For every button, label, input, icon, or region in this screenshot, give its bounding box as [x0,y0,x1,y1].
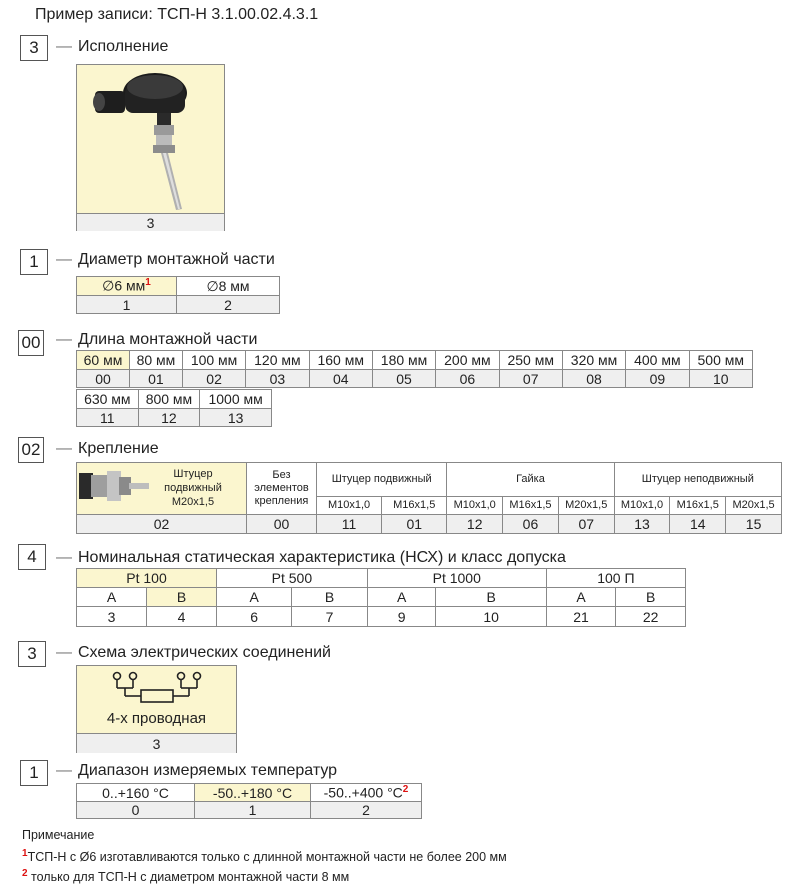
execution-option-code: 3 [77,213,224,231]
length-option-630[interactable]: 630 мм [77,390,139,409]
length-table-row2 [76,389,272,427]
length-code: 00 [18,330,44,356]
execution-photo-cell[interactable] [76,64,225,231]
diameter-title: — Диаметр монтажной части [56,251,275,268]
range-code-2: 2 [311,802,422,819]
range-code-1: 1 [195,802,311,819]
length-code-03: 03 [246,370,309,388]
range-option-50-400[interactable]: -50..+400 $^\circ C^2$ [311,784,422,802]
execution-title: — Исполнение [56,38,169,55]
mount-option-movable-m10[interactable]: М10х1,0 [317,497,382,515]
mount-option-nut-m20[interactable]: М20х1,5 [558,497,614,515]
mount-group-fixed: Штуцер неподвижный [614,463,781,497]
wiring-diagram-icon [77,666,236,712]
mount-code-13: 13 [614,515,670,534]
range-option-0-160[interactable]: 0..+160 °C [77,784,195,802]
nsx-code-4: 4 [147,607,217,627]
length-code-05: 05 [372,370,435,388]
mount-code-15: 15 [726,515,782,534]
notes-heading: Примечание [22,828,95,842]
mount-code-06: 06 [503,515,559,534]
length-option-800[interactable]: 800 мм [138,390,200,409]
mount-code-14: 14 [670,515,726,534]
diameter-option-6mm[interactable]: ∅6 $мм^1$ [77,277,177,296]
mount-code-02: 02 [77,515,247,534]
length-option-200[interactable]: 200 мм [436,351,499,370]
nsx-pt1000-b[interactable]: B [436,588,546,607]
mount-table [76,462,782,534]
diameter-code-2: 2 [177,296,280,314]
nsx-group-pt500: Pt 500 [217,569,368,588]
nsx-group-pt100: Pt 100 [77,569,217,588]
mount-code: 02 [18,437,44,463]
diameter-code-1: 1 [77,296,177,314]
length-code-13: 13 [200,409,272,427]
mount-group-movable: Штуцер подвижный [317,463,447,497]
nsx-100p-a[interactable]: A [546,588,616,607]
scheme-title: — Схема электрических соединений [56,644,331,661]
fitting-photo [79,465,149,513]
nsx-code: 4 [18,544,46,570]
length-option-120[interactable]: 120 мм [246,351,309,370]
range-option-50-180[interactable]: -50..+180 °C [195,784,311,802]
length-code-06: 06 [436,370,499,388]
length-code-11: 11 [77,409,139,427]
note-1: $^1$ТСП-Н с Ø6 изготавливаются только с длинной монтажной части не более 200 мм [22,848,507,865]
nsx-code-22: 22 [616,607,686,627]
length-code-07: 07 [499,370,562,388]
nsx-pt500-a[interactable]: A [217,588,292,607]
mount-group-nut: Гайка [447,463,614,497]
mount-code-11: 11 [317,515,382,534]
diameter-option-8mm[interactable]: ∅8 мм [177,277,280,296]
thermometer-photo [77,65,224,213]
range-title: — Диапазон измеряемых температур [56,762,338,779]
length-option-160[interactable]: 160 мм [309,351,372,370]
length-option-250[interactable]: 250 мм [499,351,562,370]
scheme-code: 3 [18,641,46,667]
nsx-code-3: 3 [77,607,147,627]
mount-option-movable-m16[interactable]: М16х1,5 [382,497,447,515]
nsx-code-21: 21 [546,607,616,627]
length-table-row1 [76,350,753,388]
diameter-table [76,276,280,314]
note-2: $^2$ только для ТСП-Н с диаметром монтажной части 8 мм [22,868,350,885]
example-title: Пример записи: ТСП-Н 3.1.00.02.4.3.1 [35,6,319,23]
mount-option-none[interactable]: Без элементов крепления [247,463,317,515]
length-option-60[interactable]: 60 мм [77,351,130,370]
mount-movable-m20-label: Штуцер подвижный М20х1,5 [164,468,222,508]
mount-option-fixed-m10[interactable]: М10х1,0 [614,497,670,515]
mount-option-fixed-m16[interactable]: М16х1,5 [670,497,726,515]
length-option-100[interactable]: 100 мм [182,351,245,370]
nsx-code-7: 7 [292,607,367,627]
mount-code-07: 07 [558,515,614,534]
scheme-option-4wire[interactable] [76,665,237,753]
nsx-table [76,568,686,627]
nsx-code-6: 6 [217,607,292,627]
length-option-180[interactable]: 180 мм [372,351,435,370]
nsx-pt100-b[interactable]: B [147,588,217,607]
length-code-10: 10 [689,370,752,388]
nsx-group-100p: 100 П [546,569,685,588]
length-code-00: 00 [77,370,130,388]
nsx-pt100-a[interactable]: A [77,588,147,607]
length-option-400[interactable]: 400 мм [626,351,689,370]
nsx-100p-b[interactable]: B [616,588,686,607]
scheme-option-label: 4-х проводная [106,710,207,727]
length-option-320[interactable]: 320 мм [562,351,625,370]
length-code-02: 02 [182,370,245,388]
mount-code-00: 00 [247,515,317,534]
diameter-code: 1 [20,249,48,275]
range-code-0: 0 [77,802,195,819]
nsx-pt1000-a[interactable]: A [367,588,436,607]
mount-option-movable-m20[interactable] [77,463,247,515]
length-title: — Длина монтажной части [56,331,258,348]
length-code-12: 12 [138,409,200,427]
mount-option-fixed-m20[interactable]: М20х1,5 [726,497,782,515]
mount-option-nut-m16[interactable]: М16х1,5 [503,497,559,515]
length-code-09: 09 [626,370,689,388]
nsx-title: — Номинальная статическая характеристика (НСХ) и класс допуска [56,549,566,566]
nsx-code-9: 9 [367,607,436,627]
length-code-01: 01 [129,370,182,388]
nsx-group-pt1000: Pt 1000 [367,569,546,588]
nsx-code-10: 10 [436,607,546,627]
range-code: 1 [20,760,48,786]
length-option-500[interactable]: 500 мм [689,351,752,370]
mount-code-12: 12 [447,515,503,534]
length-option-1000[interactable]: 1000 мм [200,390,272,409]
scheme-option-code: 3 [77,733,236,753]
mount-title: — Крепление [56,440,159,457]
length-option-80[interactable]: 80 мм [129,351,182,370]
mount-code-01: 01 [382,515,447,534]
mount-option-nut-m10[interactable]: М10х1,0 [447,497,503,515]
length-code-04: 04 [309,370,372,388]
execution-code: 3 [20,35,48,61]
length-code-08: 08 [562,370,625,388]
nsx-pt500-b[interactable]: B [292,588,367,607]
range-table [76,783,422,819]
